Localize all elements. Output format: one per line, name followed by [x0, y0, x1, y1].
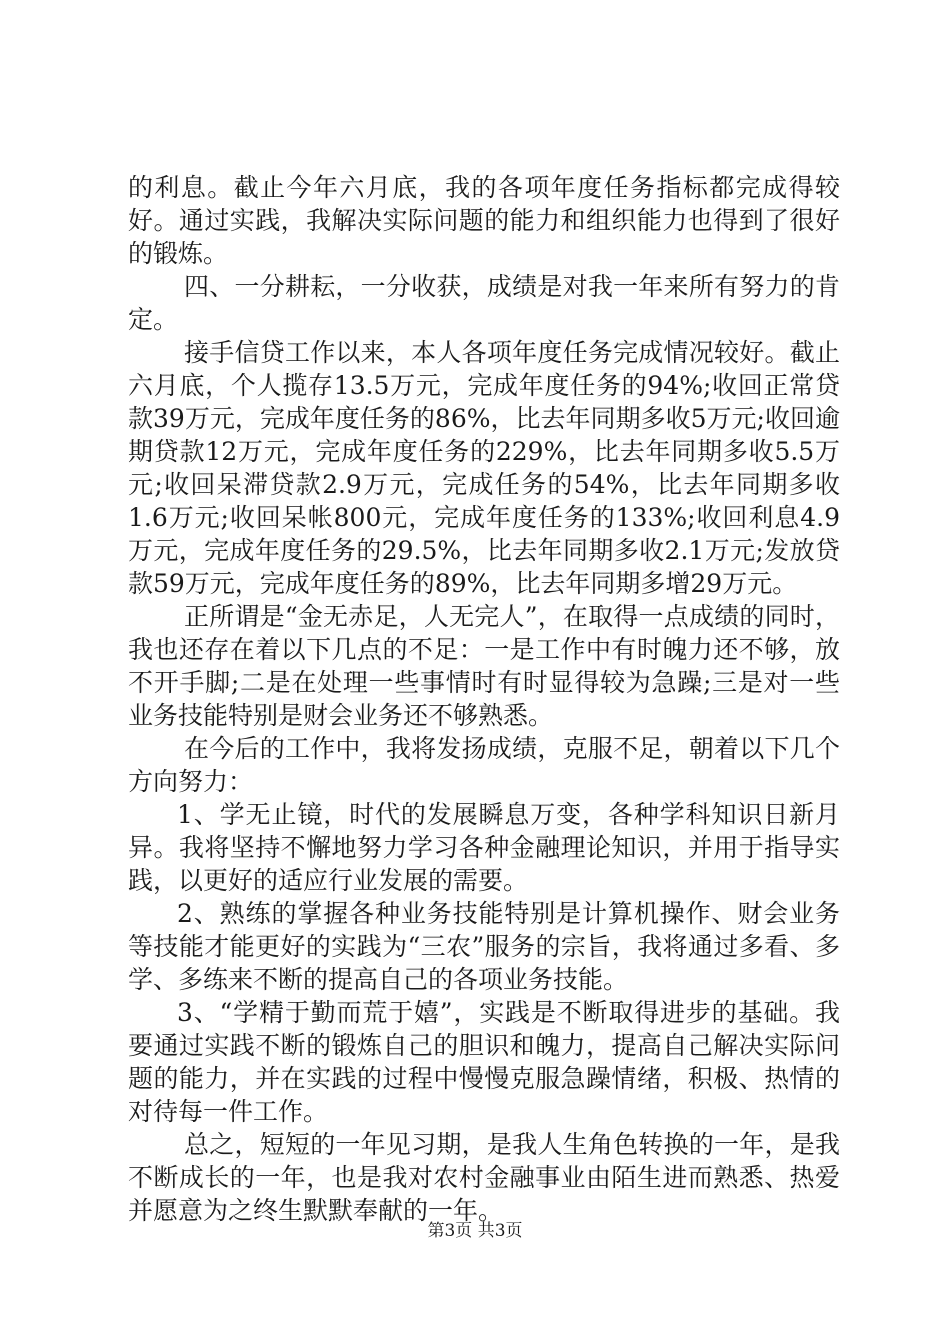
- paragraph-achievements: 接手信贷工作以来，本人各项年度任务完成情况较好。截止六月底，个人揽存13.5万元，完成年度任务的94%;收回正常贷款39万元，完成年度任务的86%，比去年同期多收5万元;收回逾期贷款12万元，完成年度任务的229%，比去年同期多收5.5万元;收回呆滞贷款2.9万元，完成任务的54%，比去年同期多收1.6万元;收回呆帐800元，完成年度任务的133%;收回利息4.9万元，完成年度任务的29.5%，比去年同期多收2.1万元;发放贷款59万元，完成年度任务的89%，比去年同期多增29万元。: [128, 338, 840, 598]
- list-item-1: 1、学无止镜，时代的发展瞬息万变，各种学科知识日新月异。我将坚持不懈地努力学习各种金融理论知识，并用于指导实践，以更好的适应行业发展的需要。: [128, 800, 840, 895]
- page-number-footer: 第3页 共3页: [427, 1221, 523, 1241]
- paragraph-future-intro: 在今后的工作中，我将发扬成绩，克服不足，朝着以下几个方向努力：: [128, 734, 840, 796]
- document-body: [128, 171, 840, 1227]
- paragraph-shortcomings: 正所谓是“金无赤足，人无完人”，在取得一点成绩的同时，我也还存在着以下几点的不足：一是工作中有时魄力还不够，放不开手脚;二是在处理一些事情时有时显得较为急躁;三是对一些业务技能特别是财会业务还不够熟悉。: [128, 602, 840, 730]
- section-heading-four: 四、一分耕耘，一分收获，成绩是对我一年来所有努力的肯定。: [128, 272, 840, 334]
- paragraph-conclusion: 总之，短短的一年见习期，是我人生角色转换的一年，是我不断成长的一年，也是我对农村金融事业由陌生进而熟悉、热爱并愿意为之终生默默奉献的一年。: [128, 1130, 840, 1225]
- paragraph-continuation: 的利息。截止今年六月底，我的各项年度任务指标都完成得较好。通过实践，我解决实际问题的能力和组织能力也得到了很好的锻炼。: [128, 173, 840, 268]
- list-item-2: 2、熟练的掌握各种业务技能特别是计算机操作、财会业务等技能才能更好的实践为“三农”服务的宗旨，我将通过多看、多学、多练来不断的提高自己的各项业务技能。: [128, 899, 840, 994]
- list-item-3: 3、“学精于勤而荒于嬉”，实践是不断取得进步的基础。我要通过实践不断的锻炼自己的胆识和魄力，提高自己解决实际问题的能力，并在实践的过程中慢慢克服急躁情绪，积极、热情的对待每一件工作。: [128, 998, 840, 1126]
